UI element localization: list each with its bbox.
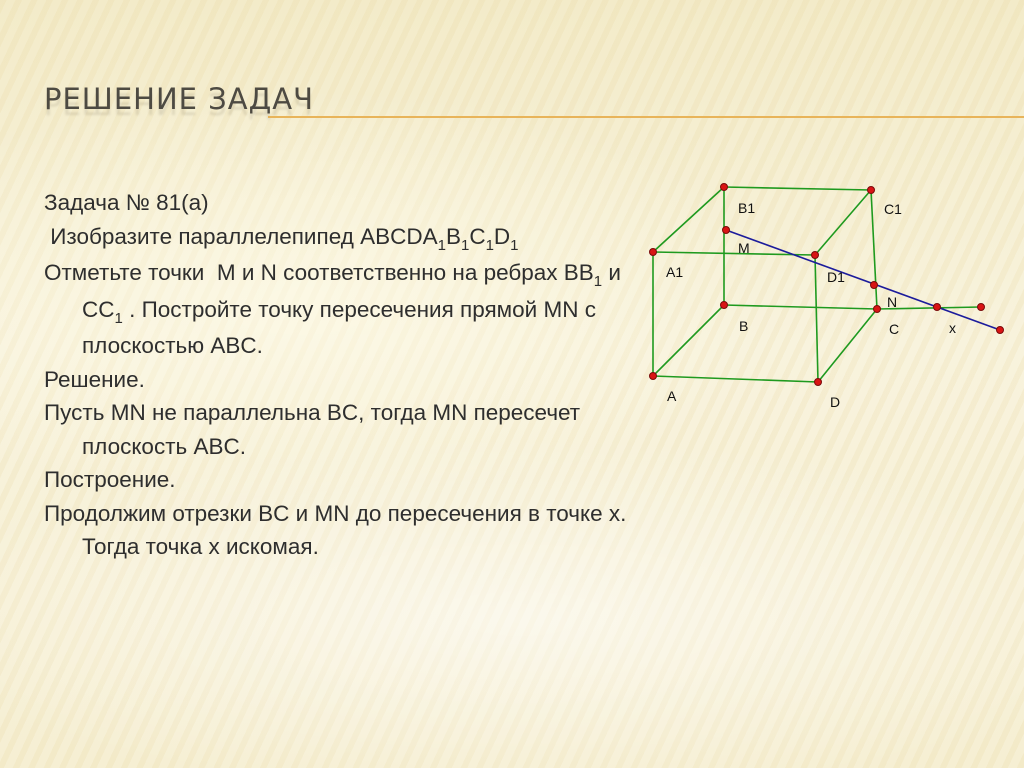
label-c1: C1 bbox=[884, 201, 902, 217]
mark-sub-cc: 1 bbox=[114, 309, 123, 327]
edge-b-c bbox=[724, 305, 877, 309]
point-m bbox=[723, 227, 730, 234]
point-n bbox=[871, 282, 878, 289]
label-c: C bbox=[889, 321, 900, 337]
solution-label: Решение. bbox=[44, 366, 145, 392]
edge-a-b bbox=[653, 305, 724, 376]
label-a: A bbox=[667, 388, 677, 404]
edge-b1-c1 bbox=[724, 187, 871, 190]
point-mn-end bbox=[997, 327, 1004, 334]
task-sub-a: 1 bbox=[437, 236, 446, 254]
task-sub-d: 1 bbox=[510, 236, 519, 254]
edge-c-d bbox=[818, 309, 877, 382]
point-a1 bbox=[650, 249, 657, 256]
label-b1: B1 bbox=[738, 200, 756, 216]
mark-line: Отметьте точки M и N соответственно на ребрах BB bbox=[44, 260, 594, 285]
point-a bbox=[650, 373, 657, 380]
label-d1: D1 bbox=[827, 269, 845, 285]
point-d1 bbox=[812, 252, 819, 259]
task-part-abcda: ABCDA bbox=[360, 223, 438, 249]
label-a1: A1 bbox=[666, 264, 684, 280]
point-c bbox=[874, 306, 881, 313]
mark-tail: . Постройте точку пересечения прямой MN с плоскостью ABC. bbox=[82, 296, 603, 358]
edge-c1-d1 bbox=[815, 190, 871, 255]
solution-text: Пусть MN не параллельна BC, тогда MN пересечет плоскость ABC. bbox=[44, 400, 581, 459]
label-x: x bbox=[949, 320, 956, 336]
mark-sub-bb: 1 bbox=[593, 273, 603, 290]
task-sub-c: 1 bbox=[485, 236, 494, 254]
edge-c-c1 bbox=[871, 190, 877, 309]
task-sub-b: 1 bbox=[460, 236, 470, 254]
edge-d-a bbox=[653, 376, 818, 382]
label-n: N bbox=[887, 294, 898, 310]
slide-title: РЕШЕНИЕ ЗАДАЧ bbox=[44, 82, 314, 116]
mark-mid: и CC bbox=[82, 260, 628, 322]
point-bc-end bbox=[978, 304, 985, 311]
point-d bbox=[815, 379, 822, 386]
point-b bbox=[721, 302, 728, 309]
construction-label: Построение. bbox=[44, 467, 176, 492]
label-b: B bbox=[739, 318, 749, 334]
task-part-d: D bbox=[493, 223, 511, 249]
line-mn bbox=[726, 230, 1000, 330]
task-part-b: B bbox=[445, 223, 461, 249]
edge-a1-b1 bbox=[653, 187, 724, 252]
construction-text: Продолжим отрезки BC и MN до пересечения в точке x. Тогда точка x искомая. bbox=[44, 500, 627, 559]
edge-d-d1 bbox=[815, 255, 818, 382]
label-d: D bbox=[830, 394, 841, 410]
point-c1 bbox=[868, 187, 875, 194]
task-part-c: C bbox=[469, 223, 486, 249]
point-b1 bbox=[721, 184, 728, 191]
task-prefix: Изобразите параллелепипед bbox=[44, 223, 361, 249]
problem-number: Задача № 81(а) bbox=[44, 190, 209, 215]
point-x bbox=[934, 304, 941, 311]
label-m: M bbox=[738, 240, 750, 256]
